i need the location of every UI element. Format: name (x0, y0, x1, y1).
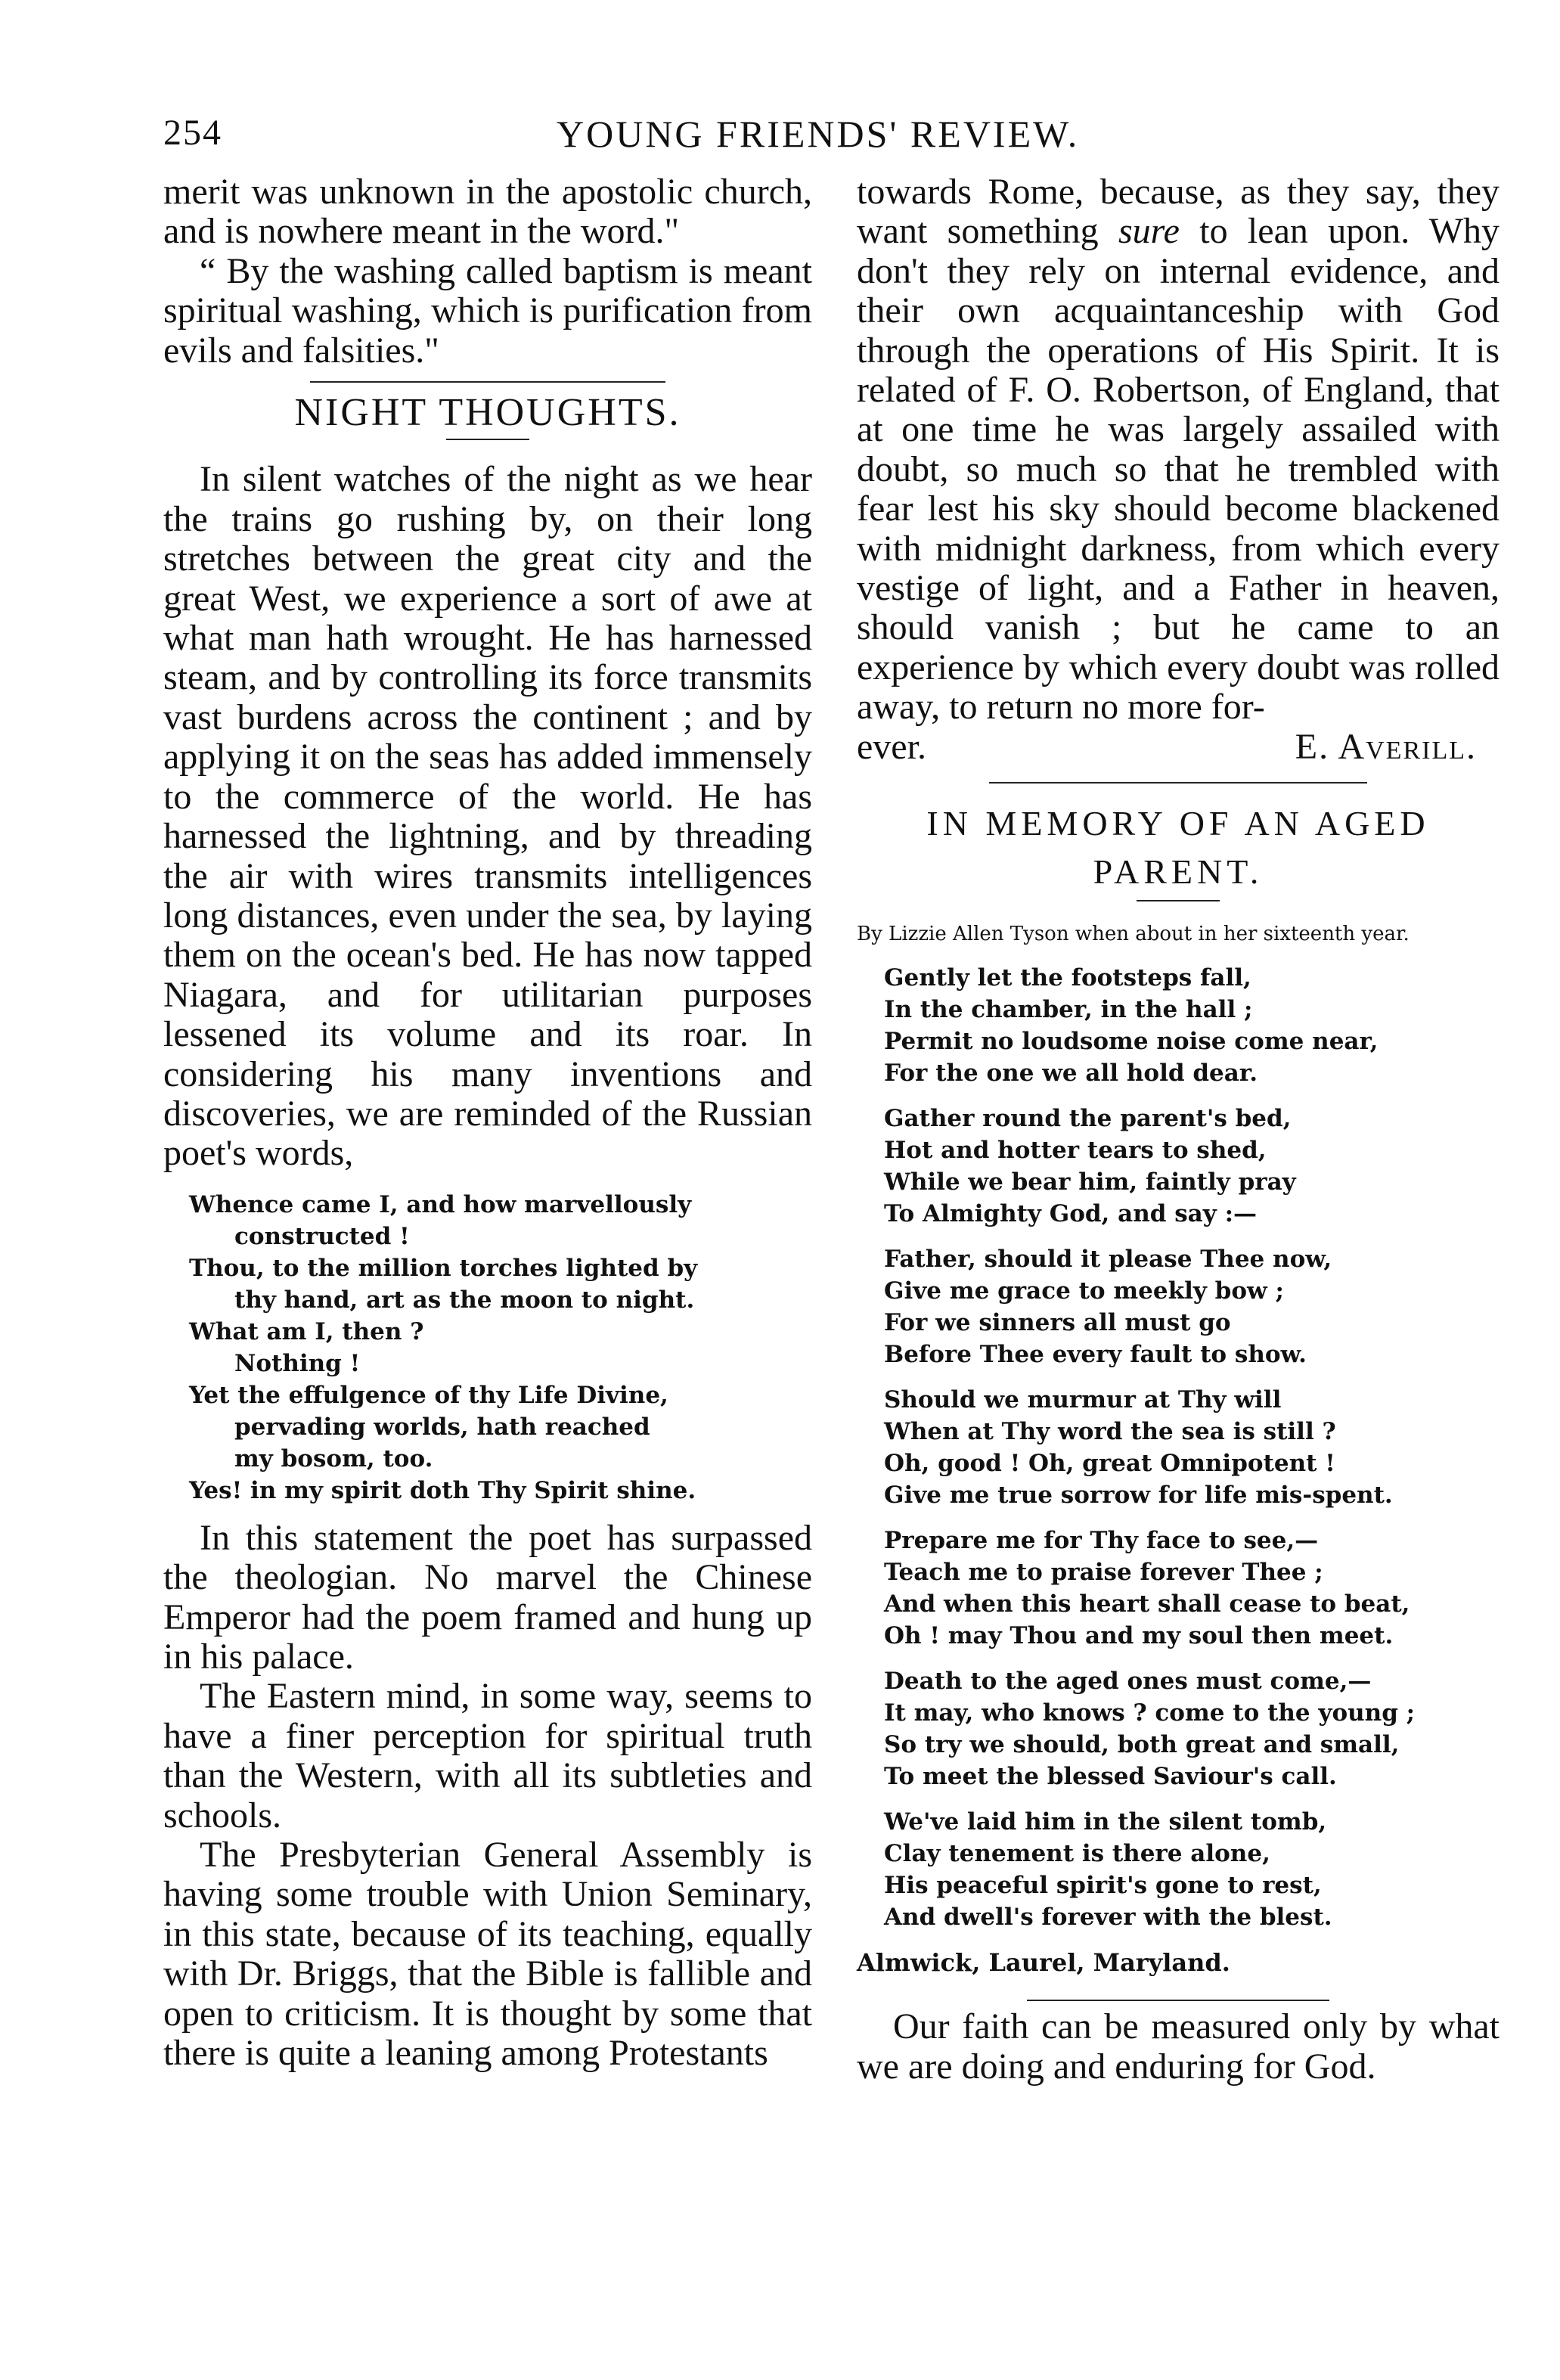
poem-line: Give me grace to meekly bow ; (884, 1277, 1284, 1305)
author-signature: E. Averill. (1295, 726, 1477, 767)
poem-byline: By Lizzie Allen Tyson when about in her sixteenth year. (857, 923, 1410, 946)
poem-line: Should we murmur at Thy will (884, 1386, 1282, 1414)
poem-stanza (884, 1384, 1500, 1511)
poem-line: Oh, good ! Oh, great Omnipotent ! (884, 1450, 1335, 1478)
poem-title-line-1: IN MEMORY OF AN AGED (926, 804, 1430, 843)
poem-line: Give me true sorrow for life mis-spent. (884, 1482, 1393, 1510)
poem-quotation (189, 1189, 812, 1507)
poem-line: Thou, to the million torches lighted by (189, 1254, 698, 1282)
running-title: YOUNG FRIENDS' REVIEW. (557, 113, 1080, 155)
poem-line: my bosom, too. (234, 1444, 433, 1472)
poem-memory-of-aged-parent (884, 962, 1500, 1933)
poem-line: Prepare me for Thy face to see,— (884, 1527, 1319, 1555)
poem-stanza (884, 1525, 1500, 1652)
poem-line: It may, who knows ? come to the young ; (884, 1699, 1416, 1727)
poem-line: Death to the aged ones must come,— (884, 1668, 1372, 1696)
poem-line: Teach me to praise forever Thee ; (884, 1559, 1323, 1587)
poem-line: Oh ! may Thou and my soul then meet. (884, 1622, 1394, 1650)
page-number: 254 (163, 113, 222, 153)
right-column (857, 172, 1500, 2087)
poem-stanza (884, 1665, 1500, 1792)
poem-line: Yet the effulgence of thy Life Divine, (189, 1381, 668, 1409)
emphasis: sure (1118, 211, 1180, 252)
closing-paragraph: Our faith can be measured only by what we are doing and enduring for God. (857, 2006, 1500, 2087)
paragraph: In this statement the poet has surpassed the theologian. No marvel the Chinese Emperor had the poem framed and hung up in his palace. (163, 1517, 812, 1677)
poem-line: Hot and hotter tears to shed, (884, 1137, 1267, 1165)
paragraph: “ By the washing called baptism is meant spiritual washing, which is purification from evils and falsities." (163, 250, 812, 371)
poem-stanza (884, 1243, 1500, 1370)
poem-line: Before Thee every fault to show. (884, 1341, 1307, 1369)
poem-line: Nothing ! (234, 1349, 361, 1377)
page-header (163, 112, 1487, 165)
section-divider (1027, 2000, 1329, 2001)
paragraph: The Eastern mind, in some way, seems to have a finer perception for spiritual truth than the Western, with all its subtleties and schools. (163, 1676, 812, 1835)
poem-line: In the chamber, in the hall ; (884, 996, 1253, 1024)
left-column (163, 172, 812, 2073)
poem-line: Father, should it please Thee now, (884, 1246, 1332, 1274)
poem-stanza (884, 1806, 1500, 1933)
poem-line: Gently let the footsteps fall, (884, 964, 1251, 992)
poem-line: And when this heart shall cease to beat, (884, 1590, 1410, 1618)
poem-line: pervading worlds, hath reached (234, 1413, 650, 1441)
poem-line: Whence came I, and how marvellously (189, 1190, 692, 1218)
poem-stanza (884, 1103, 1500, 1230)
poem-location: Almwick, Laurel, Maryland. (857, 1948, 1230, 1978)
article-title-night-thoughts: NIGHT THOUGHTS. (294, 391, 681, 435)
section-divider (989, 782, 1367, 784)
title-rule (446, 439, 529, 440)
poem-line: His peaceful spirit's gone to rest, (884, 1872, 1322, 1900)
paragraph: The Presbyterian General Assembly is having some trouble with Union Seminary, in this state, because of its teaching, equally with Dr. Briggs, that the Bible is fallible and open to criticism. It is thought by some that there is quite a leaning among Protestants (163, 1835, 812, 2074)
text-run: to lean upon. Why don't they rely on internal evidence, and their own acquaintanceship with God through the operations of His Spirit. It is related of F. O. Robertson, of England, that at one time he was largely assailed with doubt, so much so that he trembled with fear lest his sky should become blackened with midnight darkness, from which every vestige of light, and a Father in heaven, should vanish ; but he came to an experience by which every doubt was rolled away, to return no more for- (857, 211, 1500, 728)
paragraph-end: ever. (857, 726, 926, 767)
paragraph: In silent watches of the night as we hear the trains go rushing by, on their long stretches between the great city and the great West, we experience a sort of awe at what man hath wrought. He has harnessed steam, and by controlling its force transmits vast burdens across the continent ; and by applying it on the seas has added immensely to the commerce of the world. He has harnessed the lightning, and by threading the air with wires transmits intelligences long distances, even under the sea, by laying them on the ocean's bed. He has now tapped Niagara, and for utilitarian purposes lessened its volume and its roar. In considering his many inventions and discoveries, we are reminded of the Russian poet's words, (163, 459, 812, 1174)
poem-line: For the one we all hold dear. (884, 1060, 1258, 1088)
poem-line: Permit no loudsome noise come near, (884, 1028, 1379, 1056)
poem-line: So try we should, both great and small, (884, 1731, 1400, 1759)
poem-line: What am I, then ? (189, 1317, 424, 1345)
poem-line: When at Thy word the sea is still ? (884, 1418, 1336, 1446)
signature-line (857, 728, 1500, 767)
paragraph (857, 172, 1500, 728)
poem-stanza (884, 962, 1500, 1089)
poem-line: We've laid him in the silent tomb, (884, 1808, 1327, 1836)
title-rule (1137, 900, 1220, 901)
poem-line: Clay tenement is there alone, (884, 1840, 1270, 1868)
poem-line: Yes! in my spirit doth Thy Spirit shine. (189, 1476, 696, 1504)
text-run: towards Rome, because, as they say, they want something (857, 172, 1500, 252)
paragraph: merit was unknown in the apostolic church, and is nowhere meant in the word." (163, 172, 812, 252)
poem-line: For we sinners all must go (884, 1309, 1231, 1337)
poem-line: constructed ! (234, 1222, 410, 1250)
poem-line: While we bear him, faintly pray (884, 1168, 1296, 1196)
poem-title-line-2: PARENT. (1093, 852, 1264, 892)
poem-line: thy hand, art as the moon to night. (234, 1286, 695, 1314)
poem-line: Gather round the parent's bed, (884, 1105, 1292, 1133)
poem-line: To meet the blessed Saviour's call. (884, 1763, 1337, 1791)
section-divider (310, 381, 665, 383)
poem-line: To Almighty God, and say :— (884, 1200, 1258, 1228)
poem-line: And dwell's forever with the blest. (884, 1904, 1332, 1932)
